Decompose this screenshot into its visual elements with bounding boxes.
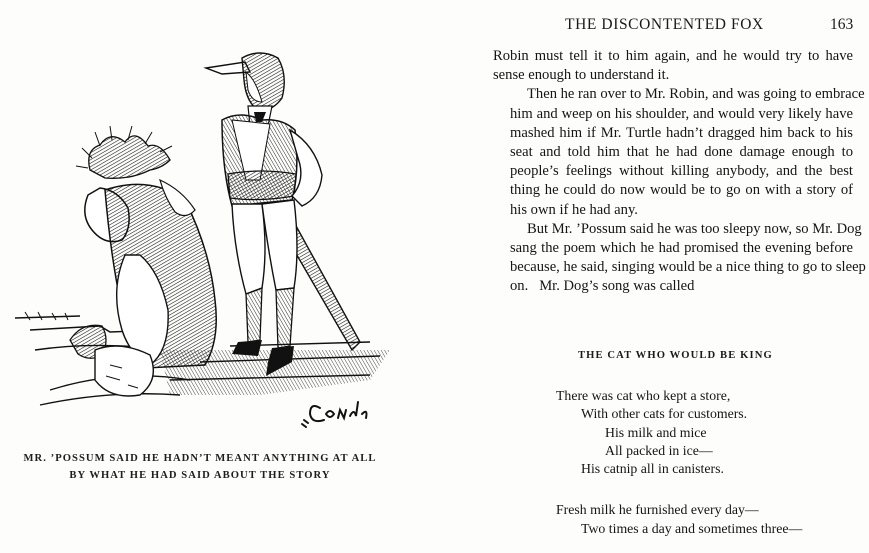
poem (556, 387, 802, 538)
text-line: people’s feelings without killing anybody, and the best (510, 163, 853, 180)
illustration-fox-and-robin (10, 50, 400, 440)
poem-line: Two times a day and sometimes three— (581, 520, 803, 536)
text-line: his own if he had any. (510, 201, 638, 218)
running-head: THE DISCONTENTED FOX (565, 16, 764, 33)
text-line: sense enough to understand it. (493, 67, 670, 84)
caption-line: BY WHAT HE HAD SAID ABOUT THE STORY (69, 470, 331, 481)
poem-line: There was cat who kept a store, (556, 388, 731, 403)
text-line: thing he could do now would be to go on with a story of (510, 182, 853, 199)
text-line: mashed him if Mr. Turtle hadn’t dragged him back to his (510, 124, 853, 141)
illustration-caption (0, 450, 400, 484)
text-line: But Mr. ’Possum said he was too sleepy now, so Mr. Dog (527, 220, 862, 237)
text-line: because, he said, singing would be a nice thing to go to sleep (510, 259, 866, 276)
poem-line: His catnip all in canisters. (581, 461, 724, 477)
right-page (430, 0, 869, 553)
body-text (493, 47, 866, 297)
paragraph (493, 85, 865, 219)
left-page (0, 0, 420, 553)
fox-figure (15, 126, 216, 396)
caption-line: MR. ’POSSUM SAID HE HADN’T MEANT ANYTHING AT ALL (23, 453, 377, 464)
paragraph (493, 220, 866, 297)
poem-line: Fresh milk he furnished every day— (556, 502, 759, 518)
text-line: Robin must tell it to him again, and he would try to have (493, 48, 853, 64)
text-line: on. Mr. Dog’s song was called (510, 278, 695, 295)
stanza-break (556, 478, 802, 501)
robin-figure (206, 53, 360, 376)
poem-line: His milk and mice (605, 424, 707, 440)
text-line: him and weep on his shoulder, and would very likely have (510, 105, 853, 122)
illustrator-signature (302, 402, 367, 427)
text-line: Then he ran over to Mr. Robin, and was going to embrace (527, 86, 865, 103)
paragraph (493, 47, 853, 85)
poem-title: THE CAT WHO WOULD BE KING (578, 350, 773, 361)
poem-line: With other cats for customers. (581, 406, 748, 422)
page-number: 163 (830, 16, 854, 33)
text-line: sang the poem which he had promised the evening before (510, 240, 853, 257)
text-line: seat and told him that he had done damage enough to (510, 144, 853, 161)
poem-line: All packed in ice— (605, 442, 713, 458)
